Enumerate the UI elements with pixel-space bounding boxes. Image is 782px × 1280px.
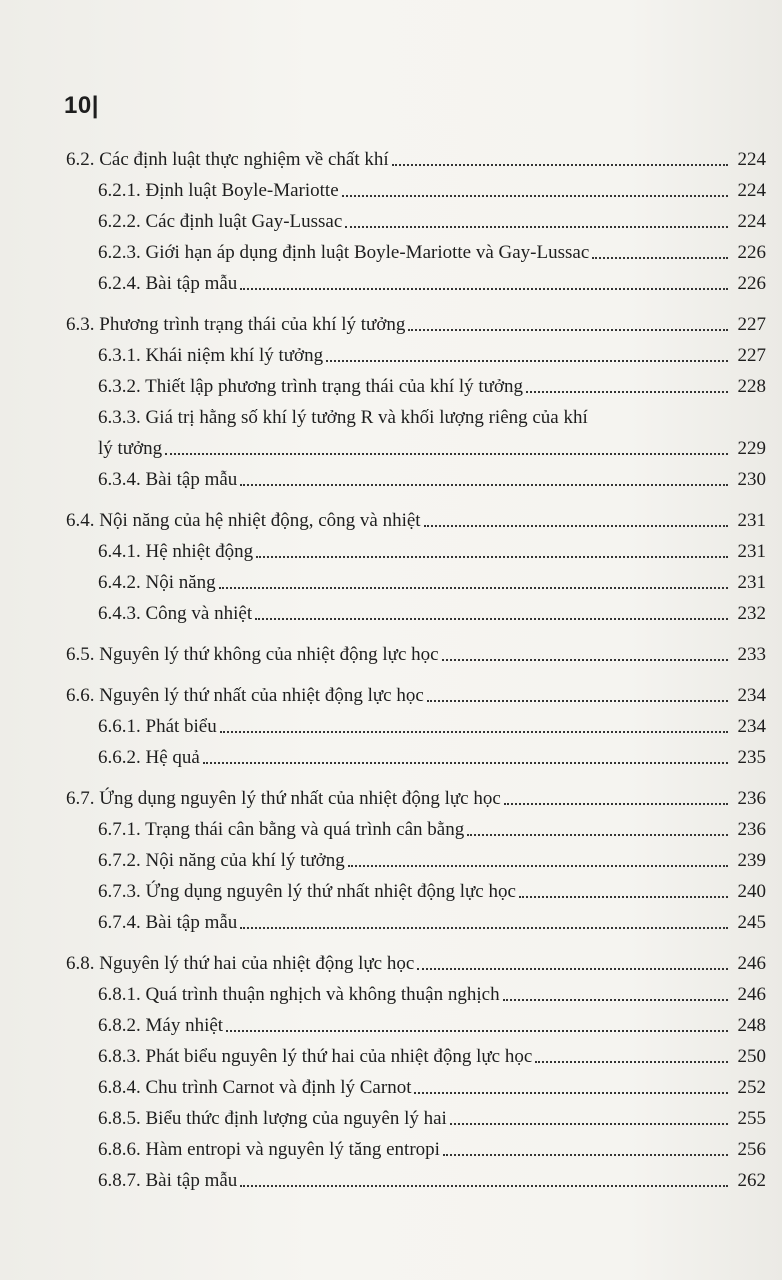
dot-leader <box>220 731 728 733</box>
toc-entry-title: 6.8.6. Hàm entropi và nguyên lý tăng entropi <box>98 1139 440 1160</box>
dot-leader <box>467 834 728 836</box>
dot-leader <box>165 453 728 455</box>
toc-entry <box>66 594 766 625</box>
toc-section <box>66 779 766 810</box>
toc-entry <box>66 1068 766 1099</box>
toc-entry-page: 235 <box>737 747 766 768</box>
toc-entry-title: 6.7. Ứng dụng nguyên lý thứ nhất của nhiệt động lực học <box>66 788 501 809</box>
toc-entry-page: 246 <box>737 984 766 1005</box>
toc-entry-title: 6.8.7. Bài tập mẫu <box>98 1170 238 1191</box>
toc-entry <box>66 707 766 738</box>
toc-entry-title: 6.2.1. Định luật Boyle-Mariotte <box>98 180 339 201</box>
dot-leader <box>504 803 728 805</box>
toc-entry <box>66 872 766 903</box>
dot-leader <box>219 587 728 589</box>
toc-entry-page: 231 <box>737 572 766 593</box>
toc-entry-title: 6.6.1. Phát biểu <box>98 716 217 737</box>
toc-entry <box>66 1161 766 1192</box>
toc-section <box>66 305 766 336</box>
toc-entry-title: 6.7.4. Bài tập mẫu <box>98 912 238 933</box>
toc-entry <box>66 1037 766 1068</box>
dot-leader <box>503 999 728 1001</box>
dot-leader <box>450 1123 728 1125</box>
toc-entry <box>66 171 766 202</box>
toc-entry-title: 6.3.3. Giá trị hằng số khí lý tưởng R và khối lượng riêng của khí <box>98 407 588 428</box>
toc-entry-title: 6.8. Nguyên lý thứ hai của nhiệt động lực học <box>66 953 415 974</box>
toc-section-group <box>66 944 766 1192</box>
dot-leader <box>392 164 728 166</box>
toc-entry <box>66 841 766 872</box>
dot-leader <box>408 329 728 331</box>
toc-entry-title: 6.4.2. Nội năng <box>98 572 216 593</box>
toc-entry-page: 226 <box>737 242 766 263</box>
toc-section-group <box>66 305 766 491</box>
toc-entry-title: 6.7.3. Ứng dụng nguyên lý thứ nhất nhiệt động lực học <box>98 881 516 902</box>
toc-entry-page: 236 <box>737 819 766 840</box>
dot-leader <box>345 226 728 228</box>
toc-entry-page: 246 <box>737 953 766 974</box>
dot-leader <box>592 257 728 259</box>
toc-entry <box>66 1130 766 1161</box>
toc-entry-page: 224 <box>737 180 766 201</box>
toc-entry-title: 6.8.2. Máy nhiệt <box>98 1015 224 1036</box>
toc-entry-page: 231 <box>737 510 766 531</box>
toc-entry-page: 229 <box>737 438 766 459</box>
toc-entry-title: 6.3.4. Bài tập mẫu <box>98 469 238 490</box>
toc-entry-page: 248 <box>737 1015 766 1036</box>
toc-entry-title: 6.7.2. Nội năng của khí lý tưởng <box>98 850 345 871</box>
dot-leader <box>256 556 728 558</box>
toc-entry-page: 233 <box>737 644 766 665</box>
toc-entry-page: 227 <box>737 314 766 335</box>
toc-entry <box>66 367 766 398</box>
toc-entry-title: 6.2. Các định luật thực nghiệm về chất khí <box>66 149 389 170</box>
toc-entry-page: 226 <box>737 273 766 294</box>
table-of-contents <box>66 140 766 1202</box>
toc-entry-title: 6.4.3. Công và nhiệt <box>98 603 253 624</box>
page-number: 10| <box>64 92 99 119</box>
dot-leader <box>443 1154 728 1156</box>
toc-entry-page: 240 <box>737 881 766 902</box>
toc-section <box>66 140 766 171</box>
toc-entry <box>66 975 766 1006</box>
toc-entry-page: 227 <box>737 345 766 366</box>
toc-entry-page: 232 <box>737 603 766 624</box>
toc-entry <box>66 202 766 233</box>
toc-entry-page: 252 <box>737 1077 766 1098</box>
toc-entry-title: 6.2.4. Bài tập mẫu <box>98 273 238 294</box>
dot-leader <box>535 1061 728 1063</box>
toc-entry-title: 6.8.3. Phát biểu nguyên lý thứ hai của nhiệt động lực học <box>98 1046 533 1067</box>
toc-entry-title: 6.2.2. Các định luật Gay-Lussac <box>98 211 343 232</box>
dot-leader <box>240 484 728 486</box>
toc-entry-page: 231 <box>737 541 766 562</box>
toc-section-group <box>66 676 766 769</box>
toc-section <box>66 944 766 975</box>
toc-entry-page: 234 <box>737 716 766 737</box>
toc-entry-title: 6.8.4. Chu trình Carnot và định lý Carnot <box>98 1077 412 1098</box>
toc-entry-page: 228 <box>737 376 766 397</box>
dot-leader <box>417 968 728 970</box>
toc-entry-page: 224 <box>737 211 766 232</box>
dot-leader <box>519 896 728 898</box>
toc-entry-title: 6.7.1. Trạng thái cân bằng và quá trình cân bằng <box>98 819 465 840</box>
toc-entry-title: 6.6.2. Hệ quả <box>98 747 200 768</box>
dot-leader <box>240 927 728 929</box>
dot-leader <box>442 659 728 661</box>
dot-leader <box>203 762 728 764</box>
toc-entry-page: 236 <box>737 788 766 809</box>
toc-entry-title: 6.2.3. Giới hạn áp dụng định luật Boyle-Mariotte và Gay-Lussac <box>98 242 590 263</box>
dot-leader <box>424 525 728 527</box>
toc-entry <box>66 1099 766 1130</box>
dot-leader <box>226 1030 728 1032</box>
dot-leader <box>240 288 728 290</box>
toc-section <box>66 635 766 666</box>
toc-entry-title: 6.3. Phương trình trạng thái của khí lý tưởng <box>66 314 406 335</box>
toc-entry-page: 250 <box>737 1046 766 1067</box>
toc-entry-title-continued: lý tưởng <box>98 438 163 459</box>
toc-entry-title: 6.8.1. Quá trình thuận nghịch và không thuận nghịch <box>98 984 500 1005</box>
dot-leader <box>348 865 728 867</box>
dot-leader <box>414 1092 728 1094</box>
toc-section <box>66 676 766 707</box>
dot-leader <box>427 700 728 702</box>
dot-leader <box>326 360 728 362</box>
toc-entry <box>66 532 766 563</box>
dot-leader <box>526 391 728 393</box>
toc-entry <box>66 233 766 264</box>
toc-entry-page: 234 <box>737 685 766 706</box>
toc-entry <box>66 563 766 594</box>
toc-section-group <box>66 140 766 295</box>
toc-entry-page: 256 <box>737 1139 766 1160</box>
dot-leader <box>342 195 728 197</box>
toc-entry-title: 6.3.2. Thiết lập phương trình trạng thái của khí lý tưởng <box>98 376 524 397</box>
toc-entry-page: 224 <box>737 149 766 170</box>
toc-entry-page: 245 <box>737 912 766 933</box>
toc-entry <box>66 264 766 295</box>
toc-entry-page: 230 <box>737 469 766 490</box>
toc-section <box>66 501 766 532</box>
toc-entry-page: 239 <box>737 850 766 871</box>
toc-entry <box>66 903 766 934</box>
toc-entry <box>66 460 766 491</box>
toc-entry <box>66 398 766 460</box>
toc-entry-title: 6.4. Nội năng của hệ nhiệt động, công và nhiệt <box>66 510 421 531</box>
toc-section-group <box>66 501 766 625</box>
dot-leader <box>240 1185 728 1187</box>
toc-entry-page: 262 <box>737 1170 766 1191</box>
dot-leader <box>255 618 728 620</box>
toc-entry-title: 6.4.1. Hệ nhiệt động <box>98 541 254 562</box>
toc-entry-title: 6.8.5. Biểu thức định lượng của nguyên lý hai <box>98 1108 447 1129</box>
toc-entry-page: 255 <box>737 1108 766 1129</box>
toc-entry-title: 6.5. Nguyên lý thứ không của nhiệt động lực học <box>66 644 439 665</box>
toc-section-group <box>66 635 766 666</box>
toc-section-group <box>66 779 766 934</box>
toc-entry <box>66 336 766 367</box>
toc-entry <box>66 738 766 769</box>
toc-entry <box>66 810 766 841</box>
toc-entry-title: 6.3.1. Khái niệm khí lý tưởng <box>98 345 324 366</box>
toc-entry <box>66 1006 766 1037</box>
toc-entry-title: 6.6. Nguyên lý thứ nhất của nhiệt động lực học <box>66 685 424 706</box>
